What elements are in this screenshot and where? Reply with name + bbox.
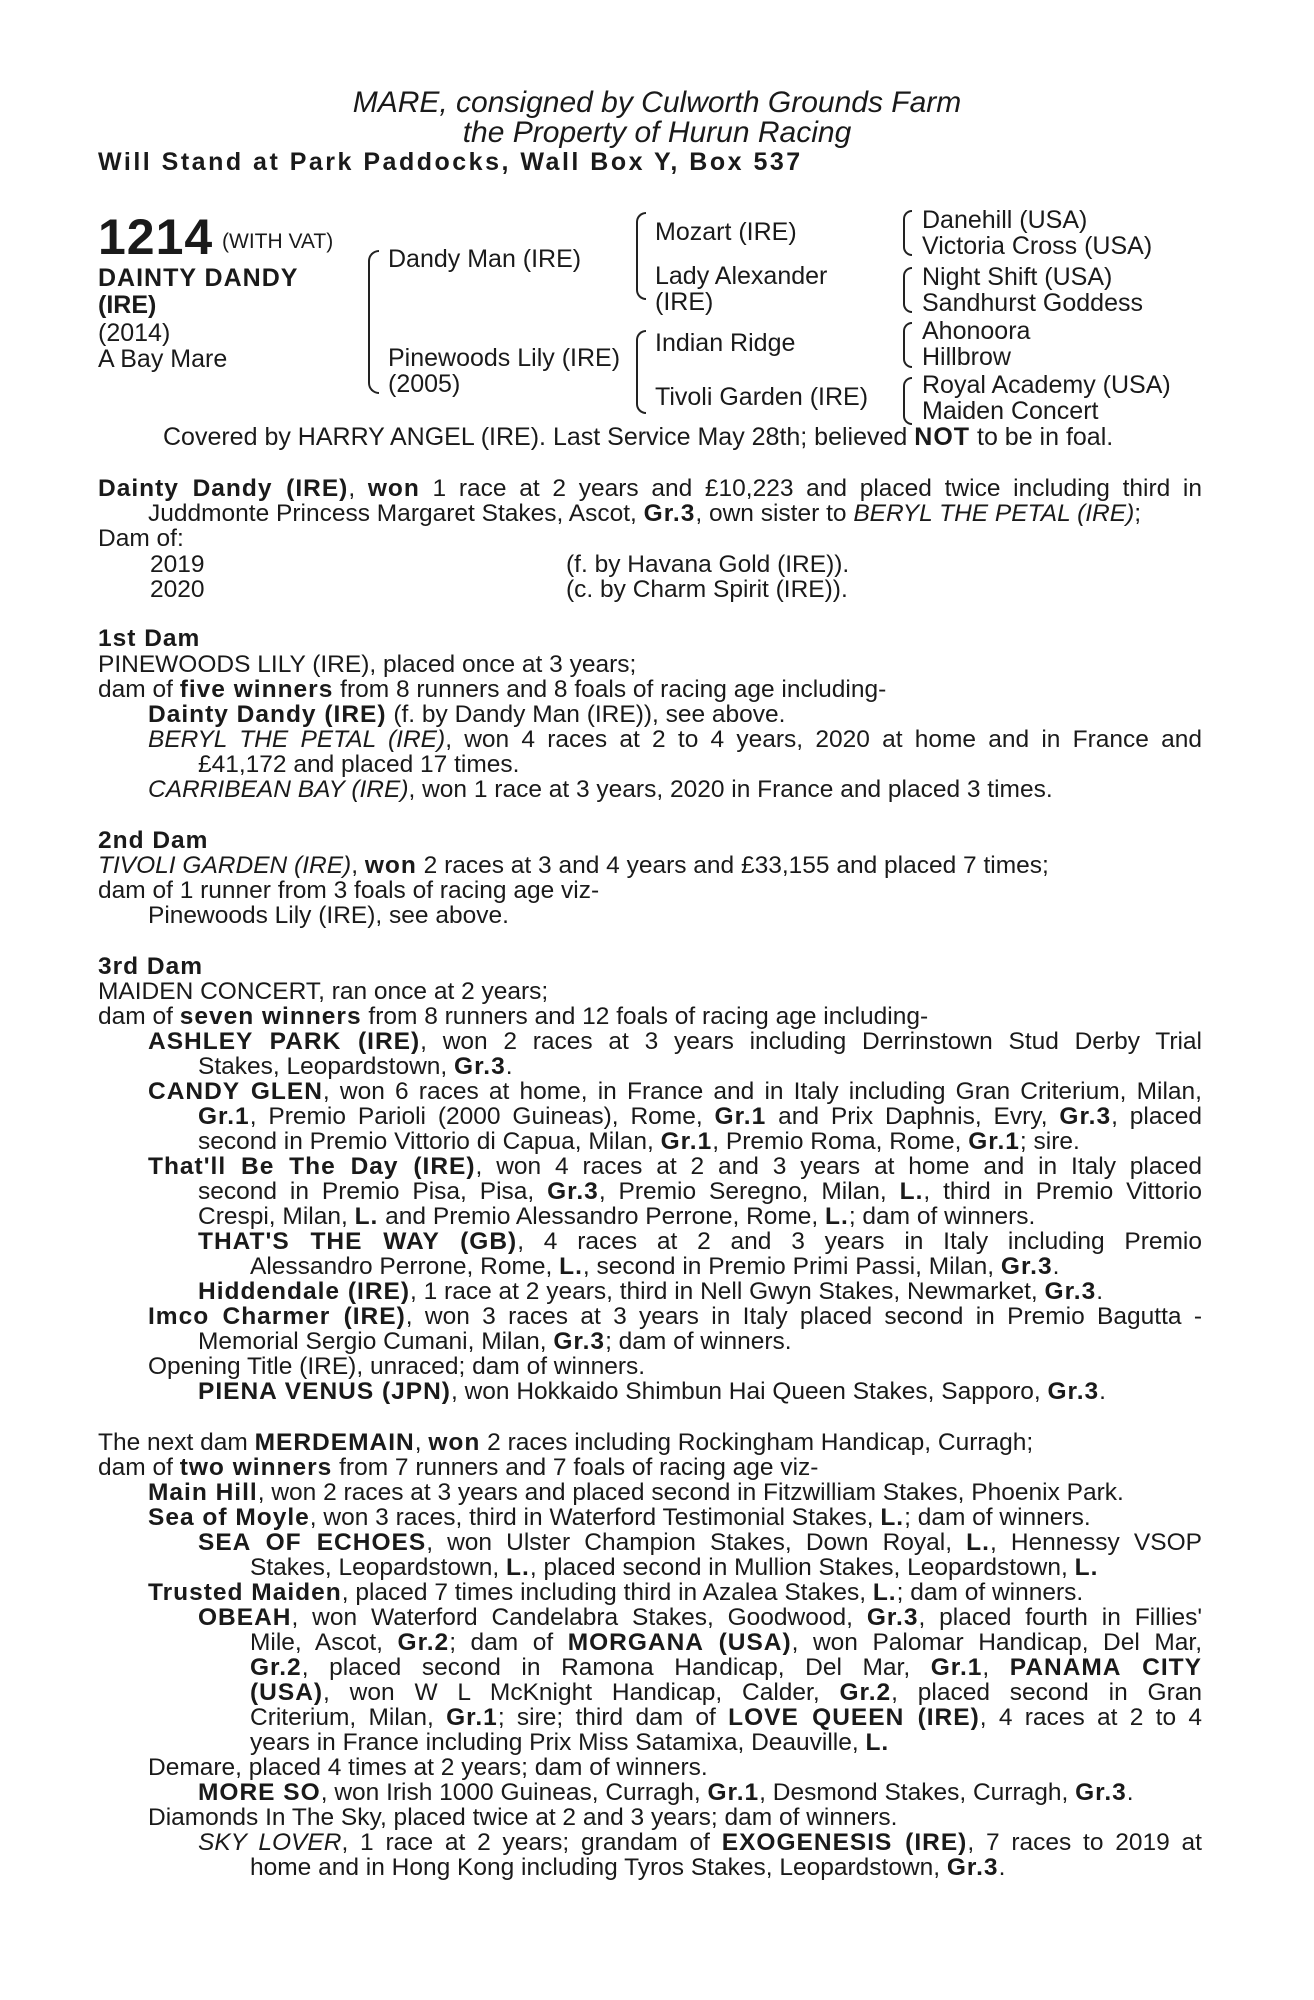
progeny-line: CANDY GLEN, won 6 races at home, in France and in Italy including Gran Criterium, Milan, — [148, 1078, 1202, 1105]
pedigree-sire-dam-suffix: (IRE) — [655, 288, 714, 316]
progeny-line: SEA OF ECHOES, won Ulster Champion Stakes, Down Royal, L., Hennessy VSOP — [198, 1529, 1202, 1556]
pedigree-brace — [636, 330, 646, 414]
dam-line: dam of 1 runner from 3 foals of racing age viz- — [98, 877, 600, 904]
horse-year: (2014) — [98, 319, 171, 347]
covered-statement: Covered by HARRY ANGEL (IRE). Last Service May 28th; believed NOT to be in foal. — [163, 423, 1114, 451]
progeny-line: Main Hill, won 2 races at 3 years and placed second in Fitzwilliam Stakes, Phoenix Park. — [148, 1479, 1124, 1506]
dam-line: MAIDEN CONCERT, ran once at 2 years; — [98, 978, 549, 1005]
progeny-line: Stakes, Leopardstown, L., placed second in Mullion Stakes, Leopardstown, L. — [250, 1554, 1099, 1581]
pedigree-dss: Ahonoora — [922, 317, 1031, 345]
progeny-line: (USA), won W L McKnight Handicap, Calder, Gr.2, placed second in Gran — [250, 1679, 1202, 1706]
progeny-line: That'll Be The Day (IRE), won 4 races at 2 and 3 years at home and in Italy placed — [148, 1153, 1202, 1180]
pedigree-sdd: Sandhurst Goddess — [922, 289, 1143, 317]
dam-line: The next dam MERDEMAIN, won 2 races including Rockingham Handicap, Curragh; — [98, 1429, 1034, 1456]
progeny-line: CARRIBEAN BAY (IRE), won 1 race at 3 years, 2020 in France and placed 3 times. — [148, 776, 1053, 803]
lot-vat: (WITH VAT) — [222, 230, 334, 253]
horse-suffix: (IRE) — [98, 291, 157, 319]
progeny-line: Demare, placed 4 times at 2 years; dam of winners. — [148, 1754, 708, 1781]
lot-number: 1214 — [98, 209, 214, 265]
progeny-line: Crespi, Milan, L. and Premio Alessandro Perrone, Rome, L.; dam of winners. — [198, 1203, 1036, 1230]
progeny-line: MORE SO, won Irish 1000 Guineas, Curragh, Gr.1, Desmond Stakes, Curragh, Gr.3. — [198, 1779, 1134, 1806]
section-title: 2nd Dam — [98, 827, 209, 854]
progeny-line: OBEAH, won Waterford Candelabra Stakes, Goodwood, Gr.3, placed fourth in Fillies' — [198, 1604, 1202, 1631]
progeny-line: years in France including Prix Miss Satamixa, Deauville, L. — [250, 1729, 890, 1756]
progeny-line: Hiddendale (IRE), 1 race at 2 years, third in Nell Gwyn Stakes, Newmarket, Gr.3. — [198, 1278, 1104, 1305]
intro-line-2: Juddmonte Princess Margaret Stakes, Ascot, Gr.3, own sister to BERYL THE PETAL (IRE); — [148, 500, 1142, 527]
progeny-line: Gr.1, Premio Parioli (2000 Guineas), Rome, Gr.1 and Prix Daphnis, Evry, Gr.3, placed — [198, 1103, 1202, 1130]
pedigree-dds: Royal Academy (USA) — [922, 371, 1171, 399]
section-title: 3rd Dam — [98, 953, 204, 980]
progeny-line: PIENA VENUS (JPN), won Hokkaido Shimbun Hai Queen Stakes, Sapporo, Gr.3. — [198, 1378, 1106, 1405]
progeny-line: SKY LOVER, 1 race at 2 years; grandam of EXOGENESIS (IRE), 7 races to 2019 at — [198, 1829, 1202, 1856]
dam-line: dam of seven winners from 8 runners and 12 foals of racing age including- — [98, 1003, 929, 1030]
dam-line: TIVOLI GARDEN (IRE), won 2 races at 3 and 4 years and £33,155 and placed 7 times; — [98, 852, 1049, 879]
progeny-line: Dainty Dandy (IRE) (f. by Dandy Man (IRE)), see above. — [148, 701, 786, 728]
pedigree-brace — [903, 377, 912, 425]
progeny-line: second in Premio Vittorio di Capua, Milan, Gr.1, Premio Roma, Rome, Gr.1; sire. — [198, 1128, 1080, 1155]
pedigree-brace — [903, 267, 912, 313]
dam-line: dam of two winners from 7 runners and 7 foals of racing age viz- — [98, 1454, 819, 1481]
progeny-line: Criterium, Milan, Gr.1; sire; third dam of LOVE QUEEN (IRE), 4 races at 2 to 4 — [250, 1704, 1202, 1731]
pedigree-sss: Danehill (USA) — [922, 206, 1088, 234]
horse-name: DAINTY DANDY — [98, 264, 299, 292]
progeny-line: £41,172 and placed 17 times. — [198, 751, 520, 778]
intro-line-1: Dainty Dandy (IRE), won 1 race at 2 years and £10,223 and placed twice including third in — [98, 475, 1202, 502]
produce-year: 2019 — [150, 551, 205, 578]
progeny-line: Mile, Ascot, Gr.2; dam of MORGANA (USA), won Palomar Handicap, Del Mar, — [250, 1629, 1202, 1656]
dam-line: dam of five winners from 8 runners and 8 foals of racing age including- — [98, 676, 887, 703]
pedigree-dam-sire: Indian Ridge — [655, 329, 796, 357]
progeny-line: Opening Title (IRE), unraced; dam of winners. — [148, 1353, 646, 1380]
section-title: 1st Dam — [98, 625, 201, 652]
pedigree-sire-sire: Mozart (IRE) — [655, 218, 797, 246]
pedigree-sds: Night Shift (USA) — [922, 263, 1113, 291]
produce-detail: (f. by Havana Gold (IRE)). — [566, 551, 850, 578]
pedigree-ssd: Victoria Cross (USA) — [922, 232, 1153, 260]
pedigree-dam-year: (2005) — [388, 370, 461, 398]
pedigree-dsd: Hillbrow — [922, 343, 1011, 371]
progeny-line: Imco Charmer (IRE), won 3 races at 3 years in Italy placed second in Premio Bagutta - — [148, 1303, 1202, 1330]
progeny-line: Trusted Maiden, placed 7 times including third in Azalea Stakes, L.; dam of winners. — [148, 1579, 1084, 1606]
pedigree-sire: Dandy Man (IRE) — [388, 245, 582, 273]
pedigree-brace — [903, 210, 912, 256]
horse-name: Dainty Dandy (IRE) — [98, 475, 349, 502]
pedigree-brace — [903, 322, 912, 368]
progeny-line: second in Premio Pisa, Pisa, Gr.3, Premio Seregno, Milan, L., third in Premio Vittorio — [198, 1178, 1202, 1205]
dam-of-label: Dam of: — [98, 525, 184, 552]
progeny-line: Stakes, Leopardstown, Gr.3. — [198, 1053, 513, 1080]
progeny-line: home and in Hong Kong including Tyros Stakes, Leopardstown, Gr.3. — [250, 1854, 1006, 1881]
progeny-line: THAT'S THE WAY (GB), 4 races at 2 and 3 years in Italy including Premio — [198, 1228, 1202, 1255]
header-stand: Will Stand at Park Paddocks, Wall Box Y, Box 537 — [98, 148, 803, 176]
horse-description: A Bay Mare — [98, 345, 228, 373]
progeny-line: ASHLEY PARK (IRE), won 2 races at 3 years including Derrinstown Stud Derby Trial — [148, 1028, 1202, 1055]
progeny-line: BERYL THE PETAL (IRE), won 4 races at 2 to 4 years, 2020 at home and in France and — [148, 726, 1202, 753]
header-consignor: MARE, consigned by Culworth Grounds Farm — [352, 86, 962, 119]
progeny-line: Sea of Moyle, won 3 races, third in Waterford Testimonial Stakes, L.; dam of winners. — [148, 1504, 1091, 1531]
pedigree-brace — [368, 250, 379, 394]
pedigree-sire-dam: Lady Alexander — [655, 262, 828, 290]
progeny-line: Memorial Sergio Cumani, Milan, Gr.3; dam of winners. — [198, 1328, 792, 1355]
produce-year: 2020 — [150, 576, 205, 603]
dam-line: PINEWOODS LILY (IRE), placed once at 3 years; — [98, 651, 637, 678]
progeny-line: Gr.2, placed second in Ramona Handicap, Del Mar, Gr.1, PANAMA CITY — [250, 1654, 1202, 1681]
progeny-line: Pinewoods Lily (IRE), see above. — [148, 902, 509, 929]
progeny-line: Diamonds In The Sky, placed twice at 2 and 3 years; dam of winners. — [148, 1804, 898, 1831]
pedigree-ddd: Maiden Concert — [922, 397, 1099, 425]
pedigree-dam-dam: Tivoli Garden (IRE) — [655, 383, 869, 411]
header-property: the Property of Hurun Racing — [462, 116, 852, 149]
progeny-line: Alessandro Perrone, Rome, L., second in Premio Primi Passi, Milan, Gr.3. — [250, 1253, 1060, 1280]
pedigree-brace — [636, 212, 646, 300]
pedigree-dam: Pinewoods Lily (IRE) — [388, 344, 621, 372]
produce-detail: (c. by Charm Spirit (IRE)). — [566, 576, 848, 603]
